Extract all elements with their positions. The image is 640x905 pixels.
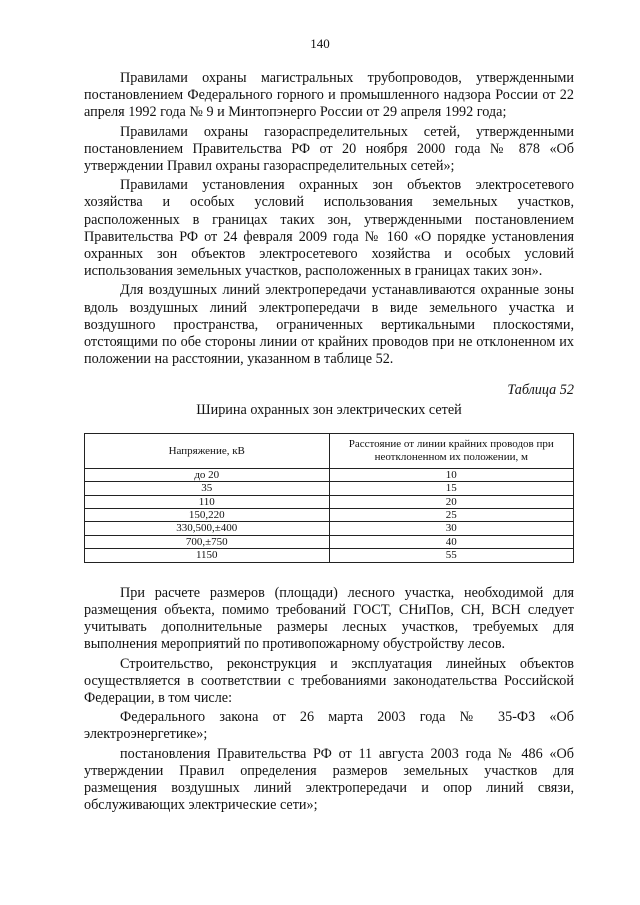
distance-cell: 55 <box>329 549 574 562</box>
table-number: Таблица 52 <box>507 382 574 399</box>
table-title: Ширина охранных зон электрических сетей <box>196 401 462 418</box>
voltage-cell: 1150 <box>85 549 330 562</box>
voltage-cell: до 20 <box>85 468 330 481</box>
voltage-cell: 110 <box>85 495 330 508</box>
table-header-row <box>85 433 574 468</box>
table-row <box>85 495 574 508</box>
paragraph: Правилами установления охранных зон объектов электросетевого хозяйства и особых условий использования земельных участков, расположенных в границах таких зон, утвержденными постановлением Правительства РФ от 24 февраля 2009 года № 160 «О порядке установления охранных зон объектов электросетевого хозяйства и особых условий использования земельных участков, расположенных в границах таких зон». <box>84 177 574 280</box>
page-number: 140 <box>310 36 330 51</box>
distance-cell: 15 <box>329 482 574 495</box>
paragraph: Для воздушных линий электропередачи устанавливаются охранные зоны вдоль воздушных линий электропередачи в виде земельного участка и воздушного пространства, ограниченных вертикальными плоскостями, отстоящими по обе стороны линии от крайних проводов при не отклоненном их положении на расстоянии, указанном в таблице 52. <box>84 282 574 368</box>
voltage-cell: 330,500,±400 <box>85 522 330 535</box>
table-row <box>85 549 574 562</box>
distance-cell: 10 <box>329 468 574 481</box>
table-row <box>85 482 574 495</box>
distance-cell: 40 <box>329 535 574 548</box>
document-body <box>84 70 574 816</box>
table-row <box>85 509 574 522</box>
paragraph: Правилами охраны магистральных трубопроводов, утвержденными постановлением Федерального горного и промышленного надзора России от 22 апреля 1992 года № 9 и Минтопэнерго России от 29 апреля 1992 года; <box>84 70 574 121</box>
paragraph: Строительство, реконструкция и эксплуатация линейных объектов осуществляется в соответствии с требованиями законодательства Российской Федерации, в том числе: <box>84 655 574 706</box>
distance-cell: 20 <box>329 495 574 508</box>
table-row <box>85 522 574 535</box>
header-voltage: Напряжение, кВ <box>85 433 330 468</box>
paragraph: Федерального закона от 26 марта 2003 года № 35-ФЗ «Об электроэнергетике»; <box>84 709 574 743</box>
voltage-cell: 700,±750 <box>85 535 330 548</box>
distance-cell: 25 <box>329 509 574 522</box>
table-row <box>85 535 574 548</box>
table-row <box>85 468 574 481</box>
distance-cell: 30 <box>329 522 574 535</box>
header-distance: Расстояние от линии крайних проводов при неотклоненном их положении, м <box>329 433 574 468</box>
paragraph: постановления Правительства РФ от 11 августа 2003 года № 486 «Об утверждении Правил определения размеров земельных участков для размещения воздушных линий электропередачи и опор линий связи, обслуживающих электрические сети»; <box>84 745 574 814</box>
paragraph: При расчете размеров (площади) лесного участка, необходимой для размещения объекта, помимо требований ГОСТ, СНиПов, СН, ВСН следует учитывать дополнительные размеры лесных участков, требуемых для выполнения мероприятий по противопожарному обустройству лесов. <box>84 584 574 653</box>
protection-zone-table <box>84 433 574 563</box>
voltage-cell: 150,220 <box>85 509 330 522</box>
voltage-cell: 35 <box>85 482 330 495</box>
paragraph: Правилами охраны газораспределительных сетей, утвержденными постановлением Правительства РФ от 20 ноября 2000 года № 878 «Об утверждении Правил охраны газораспределительных сетей»; <box>84 123 574 175</box>
